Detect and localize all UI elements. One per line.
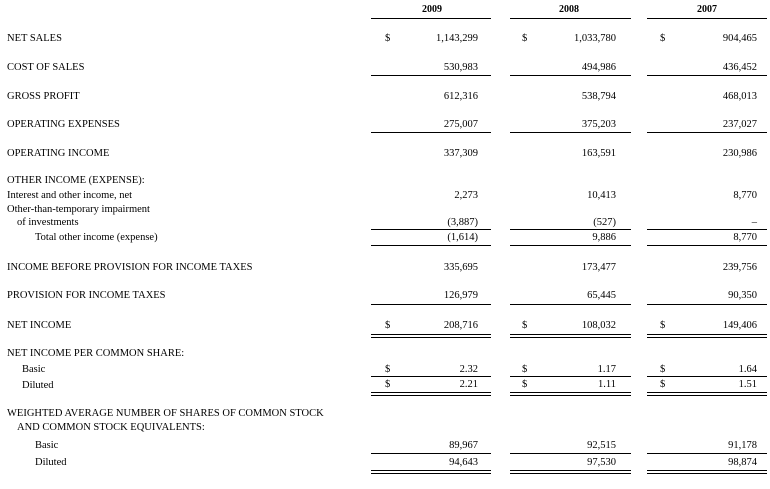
value-operating-expenses-2009: 275,007 bbox=[443, 119, 478, 130]
subtotal-rule bbox=[647, 132, 767, 133]
dollar-sign: $ bbox=[660, 33, 666, 44]
value-eps-diluted-2008: 1.11 bbox=[598, 379, 616, 390]
dollar-sign: $ bbox=[385, 320, 391, 331]
value-gross-profit-2009: 612,316 bbox=[443, 91, 478, 102]
value-provision-2008: 65,445 bbox=[587, 290, 616, 301]
value-interest-income-2008: 10,413 bbox=[587, 190, 616, 201]
total-double-rule bbox=[510, 395, 631, 396]
value-operating-expenses-2008: 375,203 bbox=[581, 119, 616, 130]
header-rule-2007 bbox=[647, 18, 767, 19]
subtotal-rule bbox=[647, 75, 767, 76]
row-label-operating-expenses: OPERATING EXPENSES bbox=[7, 119, 120, 130]
subtotal-rule bbox=[371, 376, 491, 377]
total-double-rule bbox=[647, 473, 767, 474]
header-rule-2008 bbox=[510, 18, 631, 19]
column-header-2009: 2009 bbox=[422, 4, 442, 15]
subtotal-rule bbox=[510, 132, 631, 133]
row-label-eps-diluted: Diluted bbox=[22, 380, 54, 391]
value-eps-basic-2007: 1.64 bbox=[738, 364, 757, 375]
subtotal-rule bbox=[647, 376, 767, 377]
row-label-otti-line1: Other-than-temporary impairment bbox=[7, 204, 150, 215]
dollar-sign: $ bbox=[660, 320, 666, 331]
value-otti-2009: (3,887) bbox=[447, 217, 478, 228]
value-net-sales-2008: 1,033,780 bbox=[574, 33, 616, 44]
value-income-before-tax-2008: 173,477 bbox=[581, 262, 616, 273]
value-net-income-2008: 108,032 bbox=[581, 320, 616, 331]
subtotal-rule bbox=[371, 75, 491, 76]
value-total-other-2008: 9,886 bbox=[592, 232, 616, 243]
value-shares-diluted-2007: 98,874 bbox=[728, 457, 757, 468]
total-double-rule bbox=[647, 392, 767, 393]
value-eps-basic-2008: 1.17 bbox=[597, 364, 616, 375]
value-provision-2007: 90,350 bbox=[728, 290, 757, 301]
total-double-rule bbox=[371, 470, 491, 471]
subtotal-rule bbox=[510, 75, 631, 76]
value-otti-2008: (527) bbox=[593, 217, 616, 228]
subtotal-rule bbox=[371, 304, 491, 305]
section-label-eps: NET INCOME PER COMMON SHARE: bbox=[7, 348, 185, 359]
total-double-rule bbox=[510, 470, 631, 471]
value-net-income-2007: 149,406 bbox=[722, 320, 757, 331]
total-double-rule bbox=[510, 334, 631, 335]
value-cost-of-sales-2007: 436,452 bbox=[722, 62, 757, 73]
value-net-sales-2009: 1,143,299 bbox=[436, 33, 478, 44]
value-net-income-2009: 208,716 bbox=[443, 320, 478, 331]
row-label-cost-of-sales: COST OF SALES bbox=[7, 62, 85, 73]
total-double-rule bbox=[510, 337, 631, 338]
value-operating-income-2008: 163,591 bbox=[581, 148, 616, 159]
subtotal-rule bbox=[371, 132, 491, 133]
value-cost-of-sales-2009: 530,983 bbox=[443, 62, 478, 73]
subtotal-rule bbox=[371, 245, 491, 246]
value-income-before-tax-2007: 239,756 bbox=[722, 262, 757, 273]
row-label-operating-income: OPERATING INCOME bbox=[7, 148, 110, 159]
value-eps-basic-2009: 2.32 bbox=[459, 364, 478, 375]
dollar-sign: $ bbox=[660, 364, 666, 375]
value-shares-diluted-2008: 97,530 bbox=[587, 457, 616, 468]
value-gross-profit-2007: 468,013 bbox=[722, 91, 757, 102]
value-total-other-2009: (1,614) bbox=[447, 232, 478, 243]
subtotal-rule bbox=[510, 304, 631, 305]
row-label-eps-basic: Basic bbox=[22, 364, 46, 375]
subtotal-rule bbox=[647, 304, 767, 305]
total-double-rule bbox=[647, 395, 767, 396]
row-label-income-before-tax: INCOME BEFORE PROVISION FOR INCOME TAXES bbox=[7, 262, 253, 273]
row-label-provision: PROVISION FOR INCOME TAXES bbox=[7, 290, 166, 301]
subtotal-rule bbox=[371, 229, 491, 230]
total-double-rule bbox=[371, 337, 491, 338]
row-label-net-income: NET INCOME bbox=[7, 320, 72, 331]
value-operating-income-2007: 230,986 bbox=[722, 148, 757, 159]
value-interest-income-2007: 8,770 bbox=[733, 190, 757, 201]
value-otti-2007: – bbox=[751, 217, 757, 228]
total-double-rule bbox=[510, 473, 631, 474]
section-label-shares-line1: WEIGHTED AVERAGE NUMBER OF SHARES OF COMMON STOCK bbox=[7, 408, 324, 419]
subtotal-rule bbox=[510, 245, 631, 246]
subtotal-rule bbox=[510, 229, 631, 230]
row-label-shares-diluted: Diluted bbox=[35, 457, 67, 468]
header-rule-2009 bbox=[371, 18, 491, 19]
row-label-shares-basic: Basic bbox=[35, 440, 59, 451]
subtotal-rule bbox=[371, 453, 491, 454]
value-net-sales-2007: 904,465 bbox=[722, 33, 757, 44]
row-label-gross-profit: GROSS PROFIT bbox=[7, 91, 80, 102]
row-label-net-sales: NET SALES bbox=[7, 33, 62, 44]
row-label-interest-income: Interest and other income, net bbox=[7, 190, 133, 201]
dollar-sign: $ bbox=[385, 33, 391, 44]
value-operating-expenses-2007: 237,027 bbox=[722, 119, 757, 130]
total-double-rule bbox=[647, 334, 767, 335]
section-label-other-income: OTHER INCOME (EXPENSE): bbox=[7, 175, 145, 186]
row-label-otti-line2: of investments bbox=[17, 217, 79, 228]
total-double-rule bbox=[371, 395, 491, 396]
total-double-rule bbox=[647, 470, 767, 471]
total-double-rule bbox=[371, 392, 491, 393]
value-eps-diluted-2009: 2.21 bbox=[459, 379, 478, 390]
total-double-rule bbox=[647, 337, 767, 338]
total-double-rule bbox=[371, 334, 491, 335]
subtotal-rule bbox=[510, 453, 631, 454]
subtotal-rule bbox=[647, 245, 767, 246]
value-shares-basic-2008: 92,515 bbox=[587, 440, 616, 451]
value-shares-diluted-2009: 94,643 bbox=[449, 457, 478, 468]
value-provision-2009: 126,979 bbox=[443, 290, 478, 301]
total-double-rule bbox=[371, 473, 491, 474]
dollar-sign: $ bbox=[385, 379, 391, 390]
value-gross-profit-2008: 538,794 bbox=[581, 91, 616, 102]
value-interest-income-2009: 2,273 bbox=[454, 190, 478, 201]
column-header-2008: 2008 bbox=[559, 4, 579, 15]
subtotal-rule bbox=[510, 376, 631, 377]
column-header-2007: 2007 bbox=[697, 4, 717, 15]
dollar-sign: $ bbox=[522, 33, 528, 44]
dollar-sign: $ bbox=[660, 379, 666, 390]
row-label-total-other: Total other income (expense) bbox=[35, 232, 158, 243]
value-cost-of-sales-2008: 494,986 bbox=[581, 62, 616, 73]
subtotal-rule bbox=[647, 453, 767, 454]
dollar-sign: $ bbox=[385, 364, 391, 375]
value-operating-income-2009: 337,309 bbox=[443, 148, 478, 159]
dollar-sign: $ bbox=[522, 364, 528, 375]
section-label-shares-line2: AND COMMON STOCK EQUIVALENTS: bbox=[17, 422, 205, 433]
value-shares-basic-2009: 89,967 bbox=[449, 440, 478, 451]
dollar-sign: $ bbox=[522, 379, 528, 390]
value-income-before-tax-2009: 335,695 bbox=[443, 262, 478, 273]
value-shares-basic-2007: 91,178 bbox=[728, 440, 757, 451]
dollar-sign: $ bbox=[522, 320, 528, 331]
total-double-rule bbox=[510, 392, 631, 393]
subtotal-rule bbox=[647, 229, 767, 230]
value-total-other-2007: 8,770 bbox=[733, 232, 757, 243]
value-eps-diluted-2007: 1.51 bbox=[738, 379, 757, 390]
